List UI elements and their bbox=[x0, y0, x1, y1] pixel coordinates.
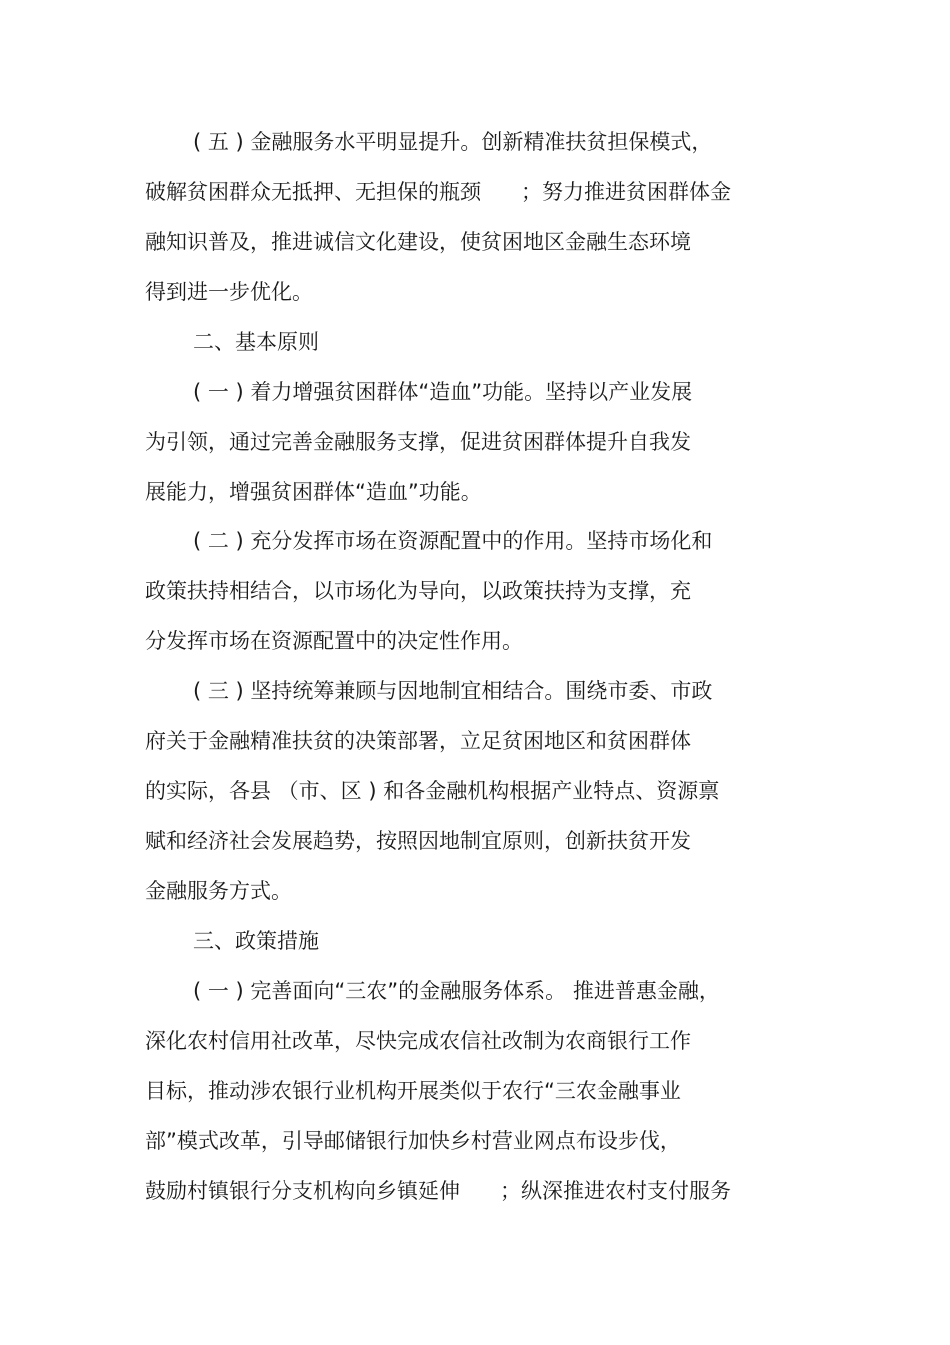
principle-3-line-2: 府关于金融精准扶贫的决策部署，立足贫困地区和贫困群体 bbox=[145, 729, 691, 753]
principle-3-line-1: ( 三 ) 坚持统筹兼顾与因地制宜相结合。围绕市委、市政 bbox=[193, 679, 713, 703]
principle-1-line-2: 为引领，通过完善金融服务支撑，促进贫困群体提升自我发 bbox=[145, 430, 691, 454]
paragraph-5-line-4: 得到进一步优化。 bbox=[145, 280, 313, 304]
principle-2-line-3: 分发挥市场在资源配置中的决定性作用。 bbox=[145, 629, 523, 653]
principle-2-line-1: ( 二 ) 充分发挥市场在资源配置中的作用。坚持市场化和 bbox=[193, 529, 713, 553]
principle-3-line-5: 金融服务方式。 bbox=[145, 879, 292, 903]
paragraph-5-line-3: 融知识普及，推进诚信文化建设，使贫困地区金融生态环境 bbox=[145, 230, 691, 254]
measure-1-line-2: 深化农村信用社改革，尽快完成农信社改制为农商银行工作 bbox=[145, 1029, 691, 1053]
section-heading-policy-measures: 三、政策措施 bbox=[193, 929, 319, 953]
measure-1-line-3: 目标，推动涉农银行业机构开展类似于农行“三农金融事业 bbox=[145, 1079, 681, 1103]
measure-1-line-1: ( 一 ) 完善面向“三农”的金融服务体系。 推进普惠金融， bbox=[193, 979, 720, 1003]
measure-1-line-5: 鼓励村镇银行分支机构向乡镇延伸 ；纵深推进农村支付服务 bbox=[145, 1179, 732, 1203]
paragraph-5-line-1: ( 五 ) 金融服务水平明显提升。创新精准扶贫担保模式， bbox=[193, 130, 713, 154]
section-heading-basic-principles: 二、基本原则 bbox=[193, 330, 319, 354]
principle-1-line-1: ( 一 ) 着力增强贫困群体“造血”功能。坚持以产业发展 bbox=[193, 380, 693, 404]
principle-3-line-3: 的实际，各县 （市、区 ) 和各金融机构根据产业特点、资源禀 bbox=[145, 779, 720, 803]
paragraph-5-line-2: 破解贫困群众无抵押、无担保的瓶颈 ；努力推进贫困群体金 bbox=[145, 180, 732, 204]
principle-2-line-2: 政策扶持相结合，以市场化为导向，以政策扶持为支撑，充 bbox=[145, 579, 691, 603]
measure-1-line-4: 部”模式改革，引导邮储银行加快乡村营业网点布设步伐， bbox=[145, 1129, 681, 1153]
principle-3-line-4: 赋和经济社会发展趋势，按照因地制宜原则，创新扶贫开发 bbox=[145, 829, 691, 853]
principle-1-line-3: 展能力，增强贫困群体“造血”功能。 bbox=[145, 480, 482, 504]
